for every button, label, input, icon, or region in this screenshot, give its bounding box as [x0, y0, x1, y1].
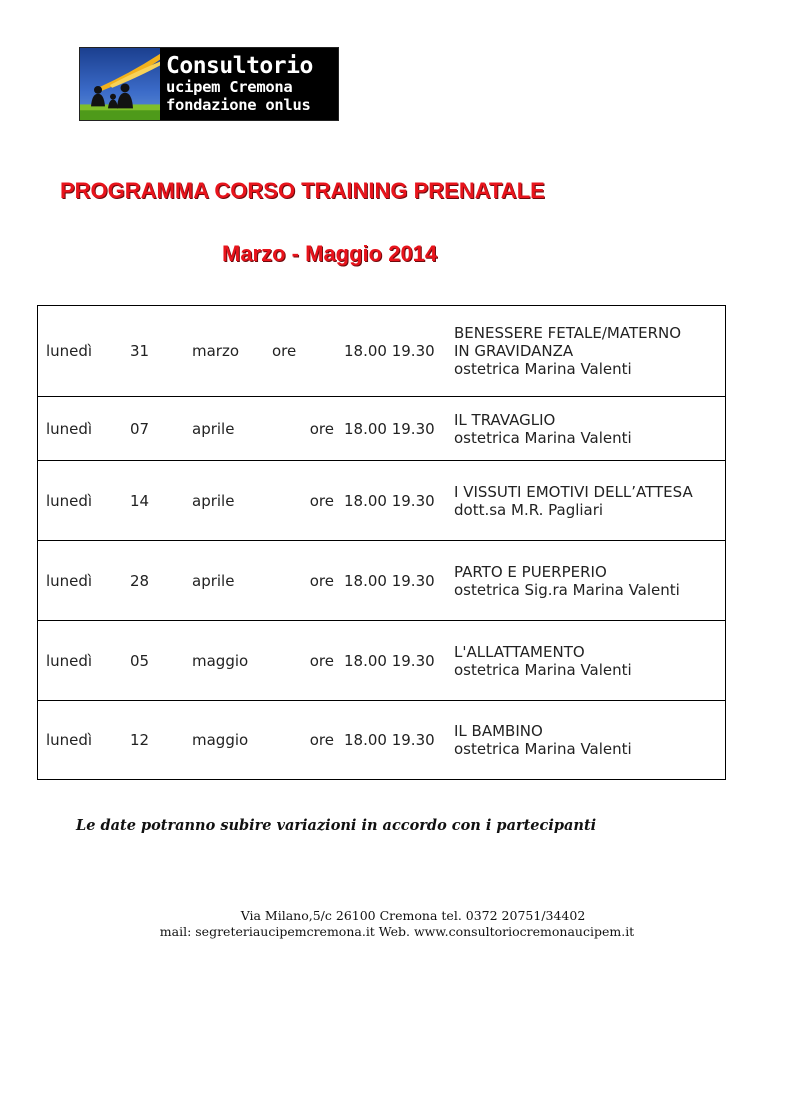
month-cell: aprile [192, 397, 270, 461]
page-subtitle-period: Marzo - Maggio 2014 [222, 241, 438, 266]
table-row [38, 701, 726, 780]
table-row [38, 397, 726, 461]
topic-line: IN GRAVIDANZA [454, 342, 574, 360]
month-cell: aprile [192, 461, 270, 541]
day-cell: lunedì [38, 461, 123, 541]
table-row [38, 306, 726, 397]
time-cell: 18.00 19.30 [344, 306, 454, 397]
schedule-note: Le date potranno subire variazioni in accordo con i partecipanti [76, 817, 597, 834]
teacher: dott.sa M.R. Pagliari [454, 500, 604, 519]
logo-line-1: Consultorio [166, 53, 313, 79]
topic-line: PARTO E PUERPERIO [454, 562, 607, 581]
day-cell: lunedì [38, 397, 123, 461]
topic-line: I VISSUTI EMOTIVI DELL’ATTESA [454, 482, 693, 501]
topic-line: IL BAMBINO [454, 722, 543, 740]
time-cell: 18.00 19.30 [344, 397, 454, 461]
date-cell: 05 [122, 621, 192, 701]
footer-address: Via Milano,5/c 26100 Cremona tel. 0372 20751/34402 [240, 908, 586, 923]
topic-line: L'ALLATTAMENTO [454, 642, 585, 661]
day-cell: lunedì [38, 701, 123, 780]
date-cell: 28 [122, 541, 192, 621]
topic-cell [454, 621, 726, 701]
table-row [38, 541, 726, 621]
table-row [38, 621, 726, 701]
topic-line: BENESSERE FETALE/MATERNO [454, 324, 682, 342]
month-cell: maggio [192, 621, 270, 701]
day-cell: lunedì [38, 306, 123, 397]
ore-cell: ore [270, 306, 344, 397]
teacher: ostetrica Marina Valenti [454, 740, 632, 758]
date-cell: 12 [122, 701, 192, 780]
topic-cell [454, 397, 726, 461]
day-cell: lunedì [38, 621, 123, 701]
logo-line-3: fondazione onlus [166, 95, 311, 114]
footer [0, 908, 794, 940]
teacher: ostetrica Marina Valenti [454, 428, 632, 447]
topic-cell [454, 701, 726, 780]
ore-cell: ore [270, 701, 344, 780]
family-silhouette-logo-image [80, 48, 160, 120]
page-title: PROGRAMMA CORSO TRAINING PRENATALE [60, 178, 545, 203]
footer-contacts: mail: segreteriaucipemcremona.it Web. www.consultoriocremonaucipem.it [159, 924, 635, 939]
teacher: ostetrica Marina Valenti [454, 360, 632, 378]
date-cell: 31 [122, 306, 192, 397]
logo [79, 47, 339, 121]
month-cell: marzo [192, 306, 270, 397]
time-cell: 18.00 19.30 [344, 621, 454, 701]
month-cell: aprile [192, 541, 270, 621]
ore-cell: ore [270, 397, 344, 461]
schedule-table [37, 305, 726, 780]
table-row [38, 461, 726, 541]
topic-cell [454, 461, 726, 541]
logo-wordmark [160, 48, 338, 120]
topic-cell [454, 541, 726, 621]
logo-line-2: ucipem Cremona [166, 78, 293, 96]
ore-cell: ore [270, 541, 344, 621]
day-cell: lunedì [38, 541, 123, 621]
ore-cell: ore [270, 621, 344, 701]
time-cell: 18.00 19.30 [344, 701, 454, 780]
date-cell: 14 [122, 461, 192, 541]
topic-cell [454, 306, 726, 397]
date-cell: 07 [122, 397, 192, 461]
teacher: ostetrica Sig.ra Marina Valenti [454, 580, 680, 599]
teacher: ostetrica Marina Valenti [454, 660, 632, 679]
time-cell: 18.00 19.30 [344, 541, 454, 621]
time-cell: 18.00 19.30 [344, 461, 454, 541]
ore-cell: ore [270, 461, 344, 541]
topic-line: IL TRAVAGLIO [454, 410, 556, 429]
month-cell: maggio [192, 701, 270, 780]
